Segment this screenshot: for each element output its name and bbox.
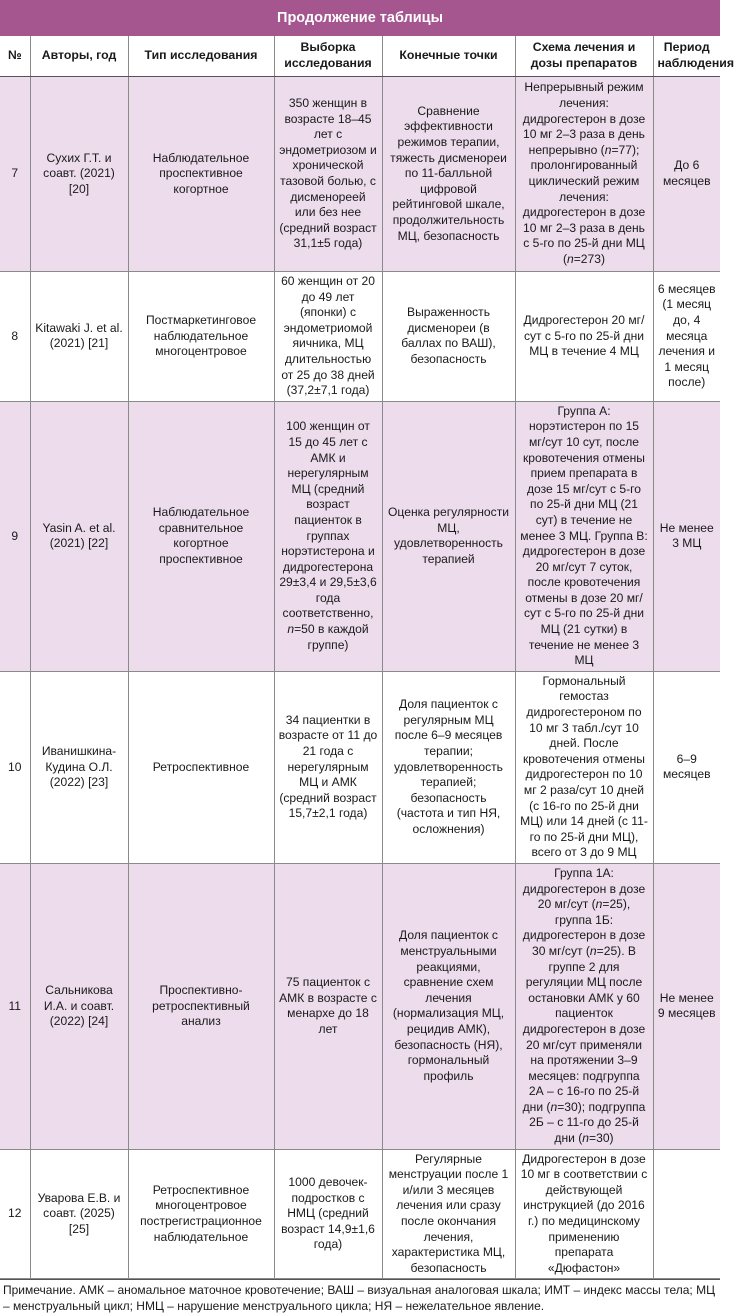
table-row [0,272,720,402]
cell-endpoints: Доля пациенток с менструальными реакциями, сравнение схем лечения (нормализация МЦ, рецидив АМК), безопасность (НЯ), гормональный профиль [382,863,515,1149]
cell-endpoints: Регулярные менструации после 1 и/или 3 месяцев лечения или сразу после окончания лечения, характеристика МЦ, безопасность [382,1149,515,1279]
cell-num: 7 [0,77,30,272]
cell-sample: 100 женщин от 15 до 45 лет с АМК и нерегулярным МЦ (средний возраст пациенток в группах норэтистерона и дидрогестерона 29±3,4 и 29,5±3,6 года соответственно, n=50 в каждой группе) [274,401,382,671]
table-row [0,401,720,671]
cell-type: Ретроспективное [128,671,274,863]
cell-period [653,1149,720,1279]
cell-scheme: Дидрогестерон 20 мг/сут с 5-го по 25-й дни МЦ в течение 4 МЦ [515,272,653,402]
table-header-row [0,36,720,77]
cell-authors: Yasin A. et al. (2021) [22] [30,401,128,671]
cell-type: Ретроспективное многоцентровое пострегистрационное наблюдательное [128,1149,274,1279]
header-sample: Выборка исследования [274,36,382,77]
cell-endpoints: Выраженность дисменореи (в баллах по ВАШ), безопасность [382,272,515,402]
table-continuation-banner: Продолжение таблицы [0,0,720,36]
cell-type: Проспективно-ретроспективный анализ [128,863,274,1149]
header-num: № [0,36,30,77]
cell-authors: Сальникова И.А. и соавт. (2022) [24] [30,863,128,1149]
table-footnote: Примечание. АМК – аномальное маточное кровотечение; ВАШ – визуальная аналоговая шкала; ИМТ – индекс массы тела; МЦ – менструальный цикл; НМЦ – нарушение менструального цикла; НЯ – нежелательное явление. [0,1279,720,1314]
cell-endpoints: Оценка регулярности МЦ, удовлетворенность терапией [382,401,515,671]
cell-authors: Уварова Е.В. и соавт. (2025) [25] [30,1149,128,1279]
cell-num: 9 [0,401,30,671]
header-scheme: Схема лечения и дозы препаратов [515,36,653,77]
cell-type: Постмаркетинговое наблюдательное многоцентровое [128,272,274,402]
table-row [0,77,720,272]
cell-authors: Иванишкина-Кудина О.Л. (2022) [23] [30,671,128,863]
studies-table [0,36,734,1279]
cell-scheme: Дидрогестерон в дозе 10 мг в соответствии с действующей инструкцией (до 2016 г.) по медицинскому применению препарата «Дюфастон» [515,1149,653,1279]
cell-scheme: Группа 1А: дидрогестерон в дозе 20 мг/сут (n=25), группа 1Б: дидрогестерон в дозе 30 мг/сут (n=25). В группе 2 для регуляции МЦ после остановки АМК у 60 пациенток дидрогестерон в дозе 20 мг/сут применяли на протяжении 3–9 месяцев: подгруппа 2А – с 16-го по 25-й дни (n=30); подгруппа 2Б – с 11-го до 25-й дни (n=30) [515,863,653,1149]
cell-authors: Сухих Г.Т. и соавт. (2021) [20] [30,77,128,272]
cell-period: 6 месяцев (1 месяц до, 4 месяца лечения и 1 месяц после) [653,272,720,402]
cell-type: Наблюдательное проспективное когортное [128,77,274,272]
cell-num: 12 [0,1149,30,1279]
cell-authors: Kitawaki J. et al. (2021) [21] [30,272,128,402]
header-authors: Авторы, год [30,36,128,77]
cell-scheme: Гормональный гемостаз дидрогестероном по 10 мг 3 табл./сут 10 дней. После кровотечения отмены дидрогестерон по 10 мг 2 раза/сут 10 дней (с 16-го по 25-й дни МЦ) или 14 дней (с 11-го по 25-й дни МЦ), всего от 3 до 9 МЦ [515,671,653,863]
cell-sample: 350 женщин в возрасте 18–45 лет с эндометриозом и хронической тазовой болью, с дисменореей или без нее (средний возраст 31,1±5 года) [274,77,382,272]
cell-sample: 34 пациентки в возрасте от 11 до 21 года с нерегулярным МЦ и АМК (средний возраст 15,7±2,1 года) [274,671,382,863]
cell-endpoints: Доля пациенток с регулярным МЦ после 6–9 месяцев терапии; удовлетворенность терапией; безопасность (частота и тип НЯ, осложнения) [382,671,515,863]
cell-type: Наблюдательное сравнительное когортное проспективное [128,401,274,671]
cell-endpoints: Сравнение эффективности режимов терапии, тяжесть дисменореи по 11-балльной цифровой рейтинговой шкале, продолжительность МЦ, безопасность [382,77,515,272]
cell-sample: 1000 девочек-подростков с НМЦ (средний возраст 14,9±1,6 года) [274,1149,382,1279]
cell-sample: 75 пациенток с АМК в возрасте с менархе до 18 лет [274,863,382,1149]
cell-scheme: Непрерывный режим лечения: дидрогестерон в дозе 10 мг 2–3 раза в день непрерывно (n=77); пролонгированный циклический режим лечения: дидрогестерон в дозе 10 мг 2–3 раза в день с 5-го по 25-й дни МЦ (n=273) [515,77,653,272]
cell-period: Не менее 3 МЦ [653,401,720,671]
header-endpoints: Конечные точки [382,36,515,77]
header-type: Тип исследования [128,36,274,77]
cell-num: 10 [0,671,30,863]
cell-num: 11 [0,863,30,1149]
cell-period: До 6 месяцев [653,77,720,272]
cell-scheme: Группа А: норэтистерон по 15 мг/сут 10 сут, после кровотечения отмены прием препарата в дозе 15 мг/сут с 5-го по 25-й дни МЦ (21 сут) в течение не менее 3 МЦ. Группа В: дидрогестерон в дозе 20 мг/сут 7 суток, после кровотечения отмены в дозе 20 мг/сут с 5-го по 25-й дни МЦ (21 сутки) в течение не менее 3 МЦ [515,401,653,671]
table-row [0,863,720,1149]
table-row [0,671,720,863]
header-period: Период наблюдения [653,36,720,77]
cell-period: Не менее 9 месяцев [653,863,720,1149]
cell-num: 8 [0,272,30,402]
cell-sample: 60 женщин от 20 до 49 лет (японки) с эндометриомой яичника, МЦ длительностью от 25 до 38 дней (37,2±7,1 года) [274,272,382,402]
cell-period: 6–9 месяцев [653,671,720,863]
table-row [0,1149,720,1279]
